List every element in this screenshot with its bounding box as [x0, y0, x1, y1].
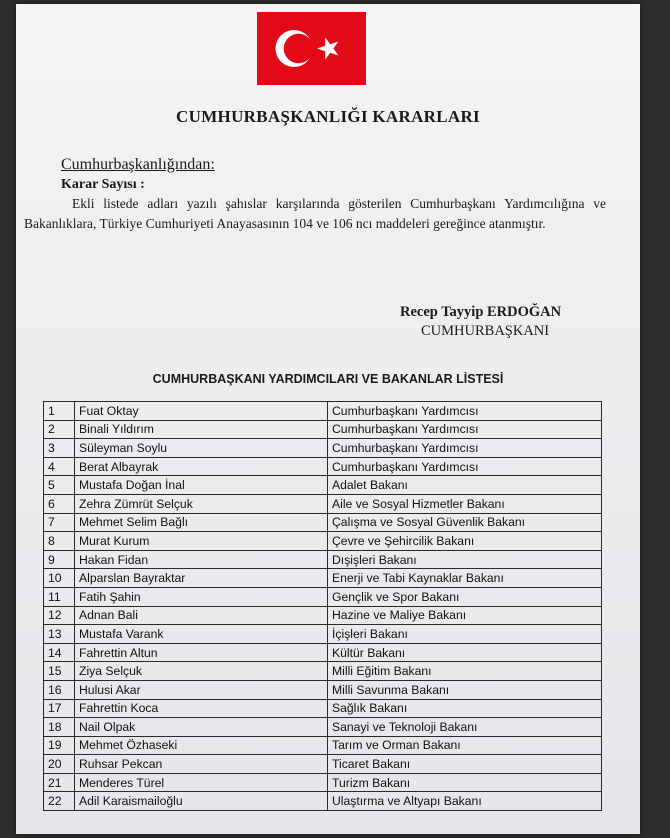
row-number: 8	[44, 532, 75, 551]
table-row	[44, 439, 602, 458]
table-row	[44, 625, 602, 644]
table-row	[44, 476, 602, 495]
position-title: Çalışma ve Sosyal Güvenlik Bakanı	[328, 513, 602, 532]
table-row	[44, 420, 602, 439]
table-row	[44, 773, 602, 792]
table-row	[44, 680, 602, 699]
row-number: 12	[44, 606, 75, 625]
position-title: Ulaştırma ve Altyapı Bakanı	[328, 792, 602, 811]
turkish-flag-icon	[257, 12, 366, 85]
person-name: Mustafa Doğan İnal	[75, 476, 328, 495]
person-name: Hakan Fidan	[75, 550, 328, 569]
row-number: 22	[44, 792, 75, 811]
row-number: 1	[44, 402, 75, 421]
person-name: Adnan Bali	[75, 606, 328, 625]
row-number: 14	[44, 643, 75, 662]
position-title: Tarım ve Orman Bakanı	[328, 736, 602, 755]
person-name: Nail Olpak	[75, 718, 328, 737]
person-name: Ruhsar Pekcan	[75, 755, 328, 774]
table-row	[44, 718, 602, 737]
position-title: Enerji ve Tabi Kaynaklar Bakanı	[328, 569, 602, 588]
person-name: Mehmet Özhaseki	[75, 736, 328, 755]
person-name: Berat Albayrak	[75, 457, 328, 476]
row-number: 19	[44, 736, 75, 755]
row-number: 2	[44, 420, 75, 439]
person-name: Fahrettin Altun	[75, 643, 328, 662]
position-title: Cumhurbaşkanı Yardımcısı	[328, 420, 602, 439]
position-title: Cumhurbaşkanı Yardımcısı	[328, 457, 602, 476]
issuer-heading: Cumhurbaşkanlığından:	[61, 156, 215, 173]
position-title: Hazine ve Maliye Bakanı	[328, 606, 602, 625]
position-title: İçişleri Bakanı	[328, 625, 602, 644]
position-title: Cumhurbaşkanı Yardımcısı	[328, 402, 602, 421]
table-row	[44, 792, 602, 811]
signer-name: Recep Tayyip ERDOĞAN	[400, 304, 562, 320]
table-row	[44, 755, 602, 774]
table-row	[44, 513, 602, 532]
appointments-table	[43, 401, 602, 811]
row-number: 9	[44, 550, 75, 569]
position-title: Aile ve Sosyal Hizmetler Bakanı	[328, 494, 602, 513]
person-name: Zehra Zümrüt Selçuk	[75, 494, 328, 513]
person-name: Süleyman Soylu	[75, 439, 328, 458]
row-number: 15	[44, 662, 75, 681]
position-title: Adalet Bakanı	[328, 476, 602, 495]
row-number: 21	[44, 773, 75, 792]
decision-number-label: Karar Sayısı :	[61, 177, 145, 192]
table-row	[44, 662, 602, 681]
person-name: Mehmet Selim Bağlı	[75, 513, 328, 532]
position-title: Gençlik ve Spor Bakanı	[328, 587, 602, 606]
person-name: Alparslan Bayraktar	[75, 569, 328, 588]
person-name: Adil Karaismailoğlu	[75, 792, 328, 811]
row-number: 6	[44, 494, 75, 513]
position-title: Çevre ve Şehircilik Bakanı	[328, 532, 602, 551]
table-row	[44, 606, 602, 625]
table-row	[44, 587, 602, 606]
row-number: 5	[44, 476, 75, 495]
position-title: Milli Eğitim Bakanı	[328, 662, 602, 681]
person-name: Binali Yıldırım	[75, 420, 328, 439]
person-name: Ziya Selçuk	[75, 662, 328, 681]
table-row	[44, 569, 602, 588]
person-name: Fahrettin Koca	[75, 699, 328, 718]
person-name: Hulusi Akar	[75, 680, 328, 699]
table-row	[44, 643, 602, 662]
list-title: CUMHURBAŞKANI YARDIMCILARI VE BAKANLAR LİSTESİ	[152, 372, 504, 386]
decision-text: Ekli listede adları yazılı şahıslar karşılarında gösterilen Cumhurbaşkanı Yardımcılığına ve Bakanlıklara, Türkiye Cumhuriyeti Anayasasının 104 ve 106 ncı maddeleri gereğince atanmıştır.	[24, 196, 606, 231]
person-name: Menderes Türel	[75, 773, 328, 792]
position-title: Cumhurbaşkanı Yardımcısı	[328, 439, 602, 458]
table-row	[44, 402, 602, 421]
row-number: 3	[44, 439, 75, 458]
row-number: 16	[44, 680, 75, 699]
person-name: Fatih Şahin	[75, 587, 328, 606]
table-row	[44, 494, 602, 513]
row-number: 10	[44, 569, 75, 588]
position-title: Sanayi ve Teknoloji Bakanı	[328, 718, 602, 737]
row-number: 20	[44, 755, 75, 774]
position-title: Ticaret Bakanı	[328, 755, 602, 774]
table-row	[44, 532, 602, 551]
row-number: 7	[44, 513, 75, 532]
person-name: Fuat Oktay	[75, 402, 328, 421]
position-title: Kültür Bakanı	[328, 643, 602, 662]
person-name: Mustafa Varank	[75, 625, 328, 644]
position-title: Sağlık Bakanı	[328, 699, 602, 718]
position-title: Turizm Bakanı	[328, 773, 602, 792]
row-number: 11	[44, 587, 75, 606]
person-name: Murat Kurum	[75, 532, 328, 551]
document-page	[16, 4, 640, 834]
position-title: Milli Savunma Bakanı	[328, 680, 602, 699]
row-number: 4	[44, 457, 75, 476]
table-row	[44, 550, 602, 569]
table-row	[44, 699, 602, 718]
position-title: Dışişleri Bakanı	[328, 550, 602, 569]
table-row	[44, 457, 602, 476]
row-number: 17	[44, 699, 75, 718]
table-row	[44, 736, 602, 755]
row-number: 18	[44, 718, 75, 737]
page-title: CUMHURBAŞKANLIĞI KARARLARI	[176, 107, 480, 126]
row-number: 13	[44, 625, 75, 644]
signer-title: CUMHURBAŞKANI	[421, 323, 550, 339]
